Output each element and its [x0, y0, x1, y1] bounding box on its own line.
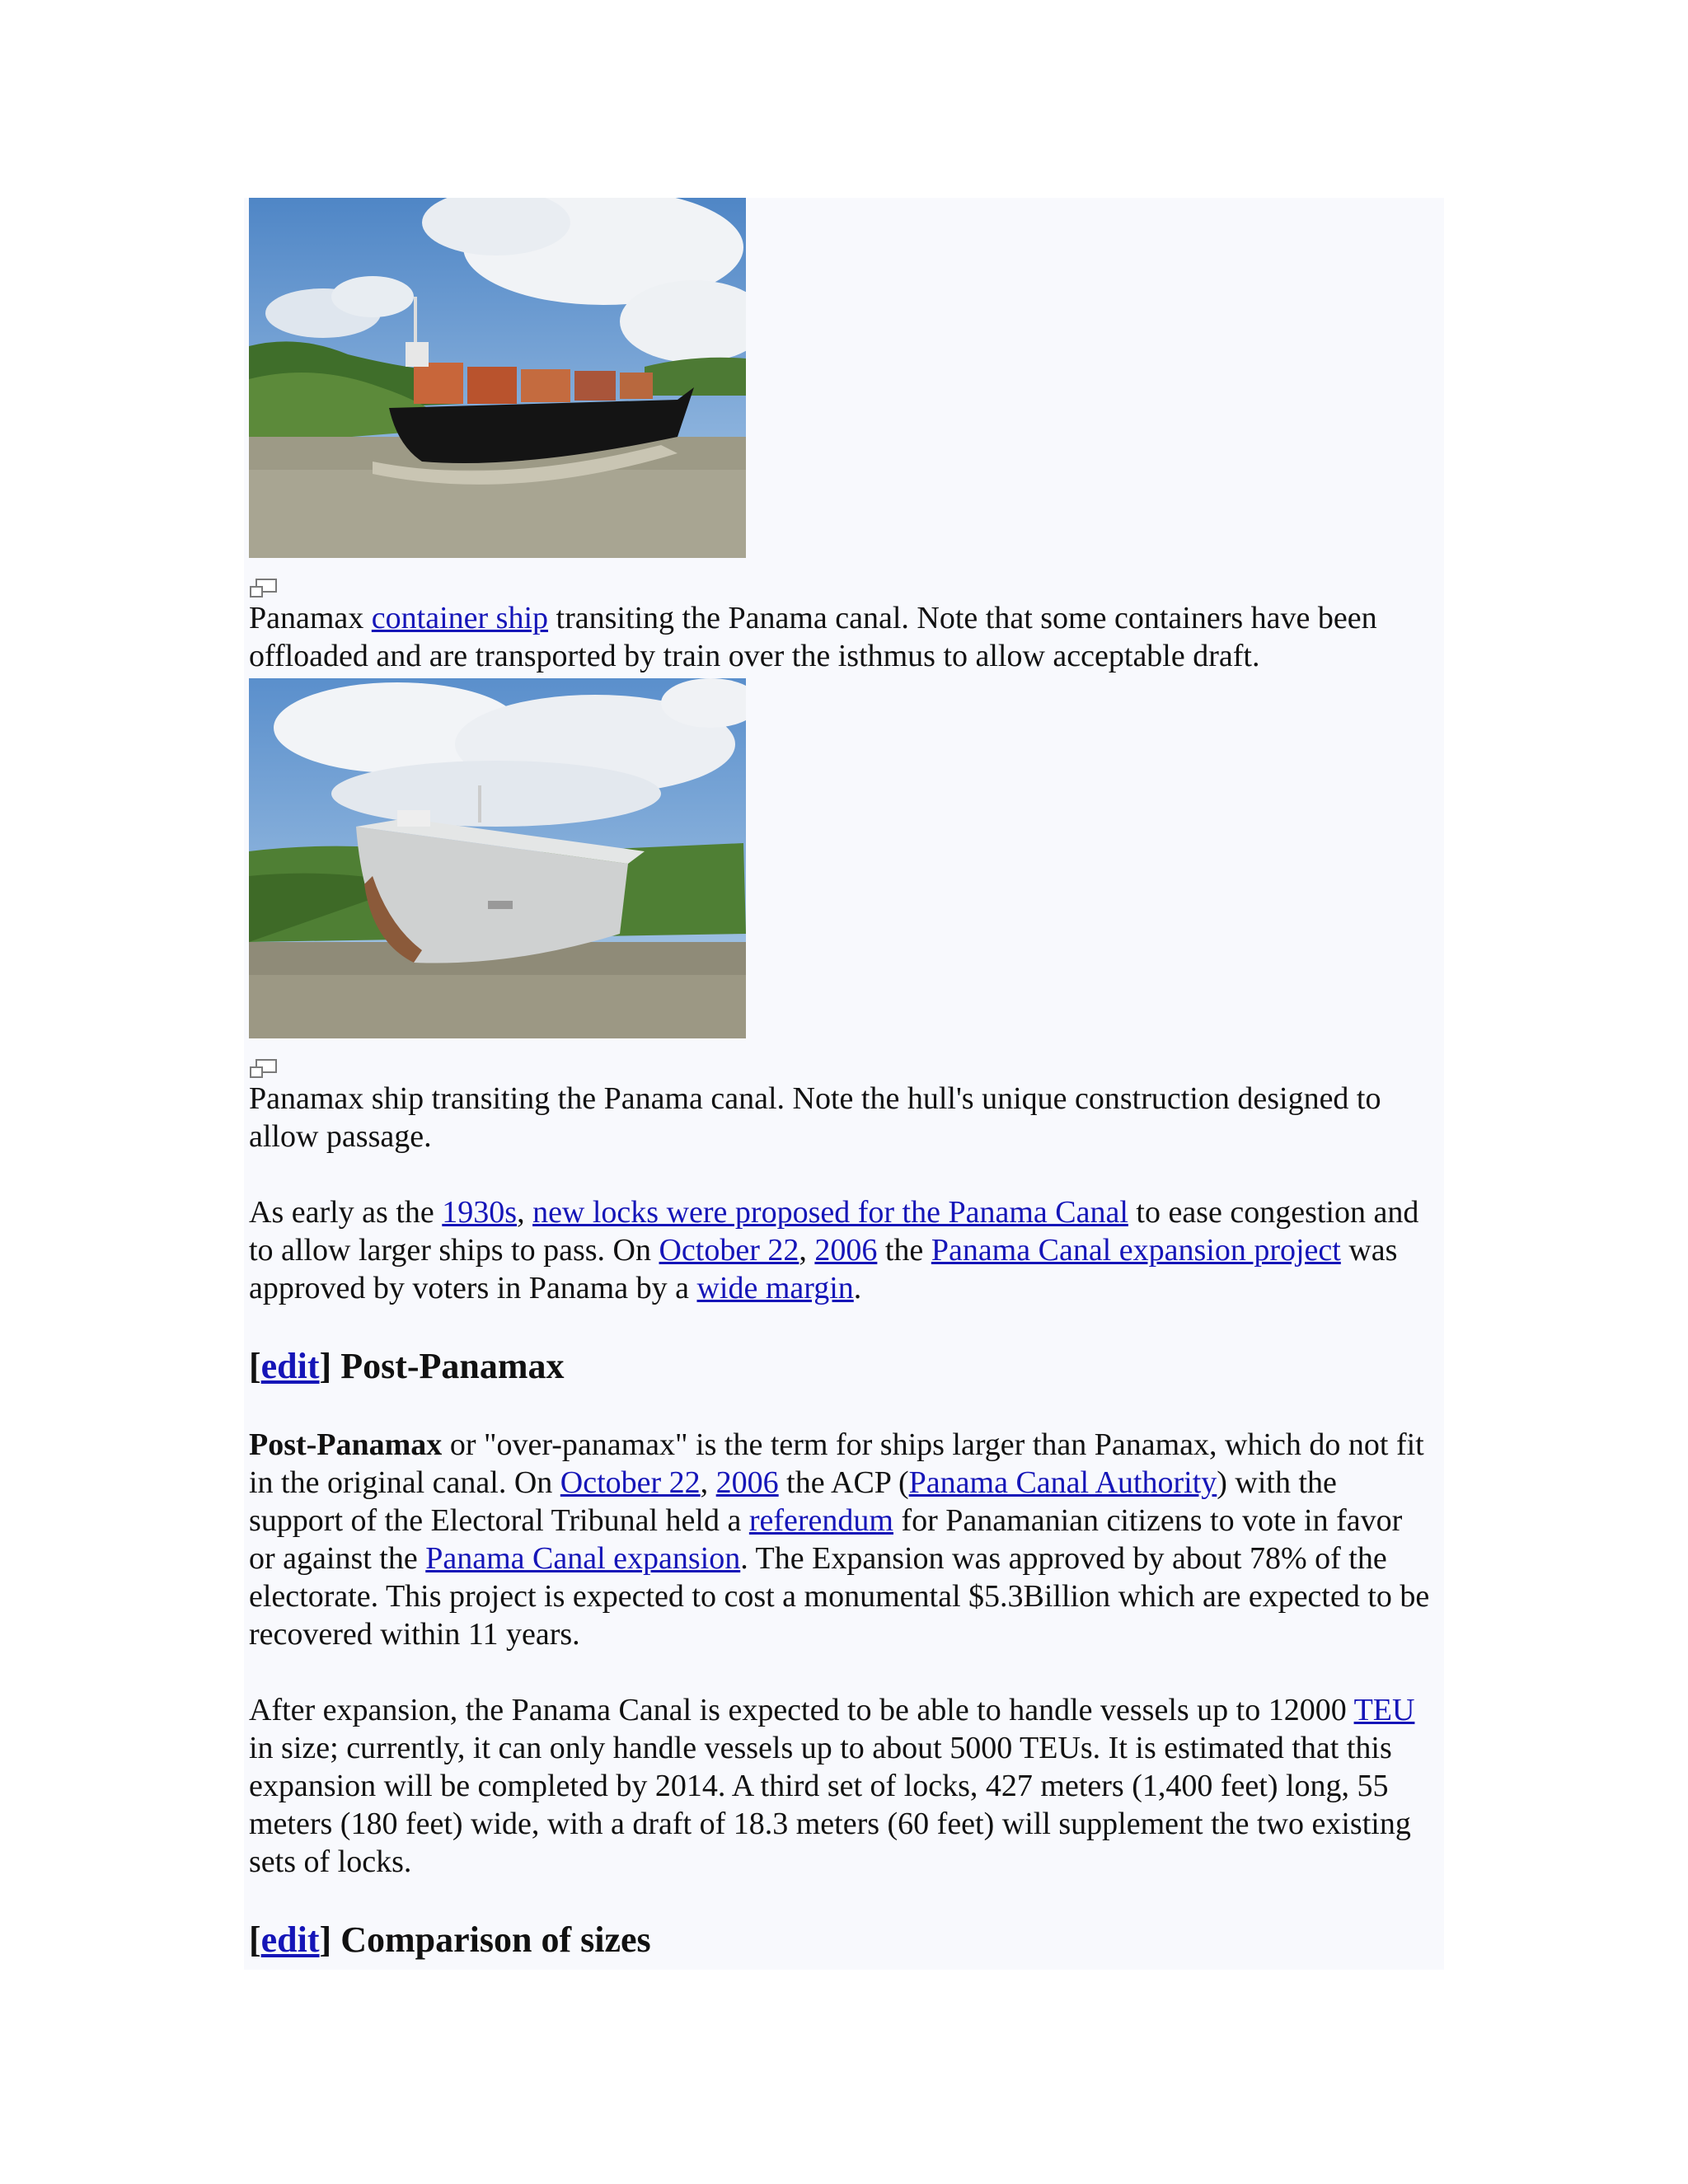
link-canal-authority[interactable]: Panama Canal Authority [908, 1465, 1217, 1500]
roro-ship-photo[interactable] [249, 678, 746, 1038]
post-panamax-paragraph: Post-Panamax or "over-panamax" is the term for ships larger than Panamax, which do not fit in the original canal. On October 22, 2006 the ACP (Panama Canal Authority) with the support of the Electoral Tribunal held a referendum for Panamanian citizens to vote in favor or against the Panama Canal expansion. The Expansion was approved by about 78% of the electorate. This project is expected to cost a monumental $5.3Billion which are expected to be recovered within 11 years. [249, 1427, 1430, 1652]
link-2006[interactable]: 2006 [715, 1465, 779, 1500]
article-content [249, 198, 1436, 1961]
link-2006[interactable]: 2006 [814, 1233, 878, 1268]
link-referendum[interactable]: referendum [748, 1503, 893, 1538]
edit-link[interactable]: edit [260, 1346, 320, 1386]
container-ship-photo[interactable] [249, 198, 746, 558]
container-ship-link[interactable]: container ship [371, 601, 549, 635]
expansion-paragraph: As early as the 1930s, new locks were proposed for the Panama Canal to ease congestion and to allow larger ships to pass. On October 22, 2006 the Panama Canal expansion project was approved by voters in Panama by a wide margin. [249, 1195, 1419, 1305]
link-canal-expansion[interactable]: Panama Canal expansion [425, 1541, 741, 1576]
link-new-locks[interactable]: new locks were proposed for the Panama Canal [532, 1195, 1128, 1230]
edit-link[interactable]: edit [260, 1919, 320, 1960]
comparison-heading: [edit] Comparison of sizes [249, 1919, 651, 1960]
after-expansion-paragraph: After expansion, the Panama Canal is expected to be able to handle vessels up to 12000 TEU in size; currently, it can only handle vessels up to about 5000 TEUs. It is estimated that this expansion will be completed by 2014. A third set of locks, 427 meters (1,400 feet) long, 55 meters (180 feet) wide, with a draft of 18.3 meters (60 feet) will supplement the two existing sets of locks. [249, 1693, 1415, 1879]
link-wide-margin[interactable]: wide margin [696, 1271, 854, 1305]
link-expansion-project[interactable]: Panama Canal expansion project [931, 1233, 1341, 1268]
post-panamax-heading: [edit] Post-Panamax [249, 1346, 565, 1386]
link-teu[interactable]: TEU [1353, 1693, 1415, 1727]
enlarge-icon[interactable] [249, 578, 279, 599]
link-1930s[interactable]: 1930s [442, 1195, 518, 1230]
link-october-22[interactable]: October 22 [659, 1233, 799, 1268]
enlarge-icon[interactable] [249, 1058, 279, 1080]
link-october-22[interactable]: October 22 [560, 1465, 701, 1500]
container-ship-caption: Panamax container ship transiting the Panama canal. Note that some containers have been offloaded and are transported by train over the isthmus to allow acceptable draft. [249, 601, 1377, 673]
roro-ship-caption: Panamax ship transiting the Panama canal. Note the hull's unique construction designed to allow passage. [249, 1081, 1381, 1154]
